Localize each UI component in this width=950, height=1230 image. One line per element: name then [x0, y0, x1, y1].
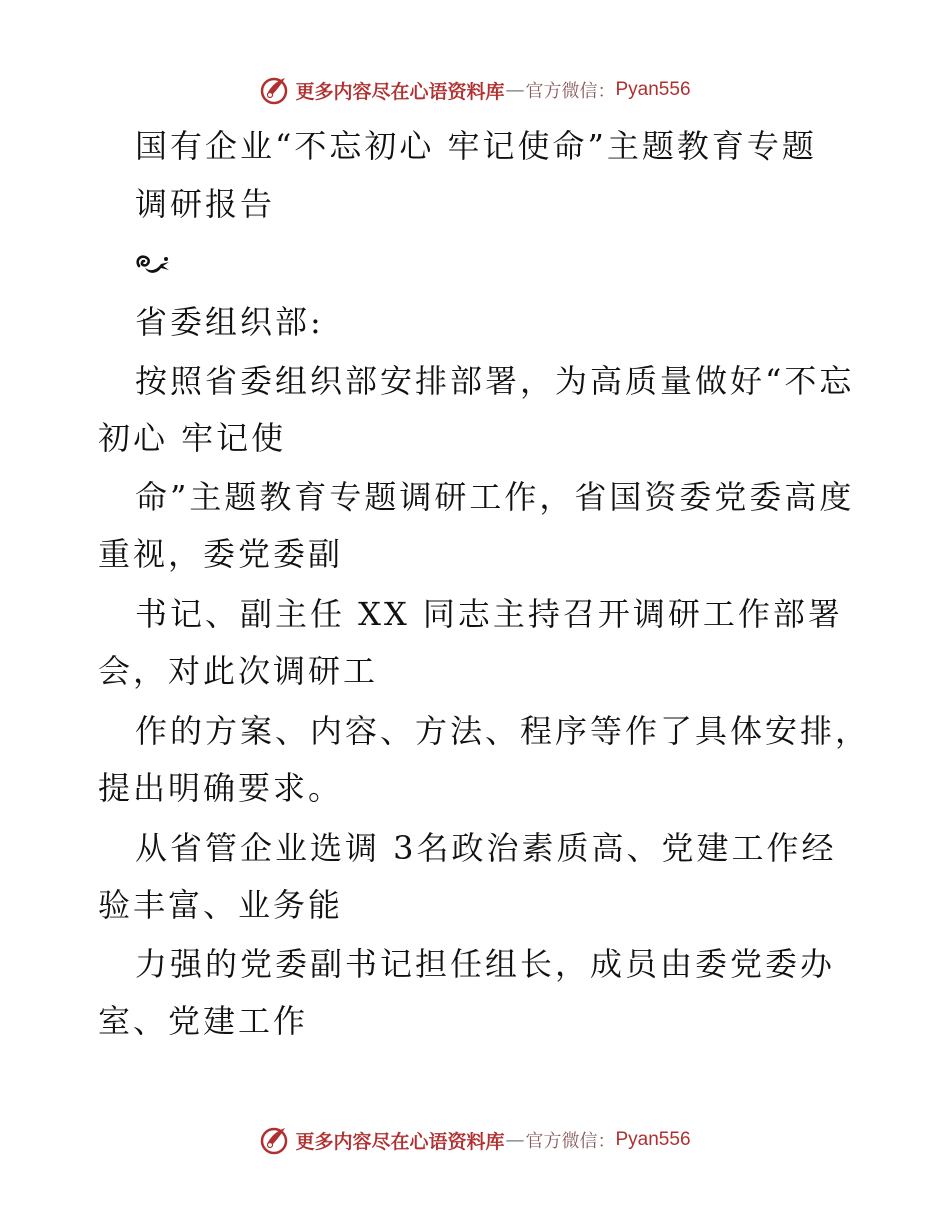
body-line: 初心 牢记使 — [98, 419, 287, 457]
brush-logo-icon — [259, 74, 291, 106]
salutation: 省委组织部: — [135, 303, 324, 341]
body-line: 验丰富、业务能 — [98, 886, 344, 924]
body-line: 命”主题教育专题调研工作，省国资委党委高度 — [135, 478, 855, 516]
body-line: 从省管企业选调 3名政治素质高、党建工作经 — [135, 829, 837, 867]
header-banner — [0, 70, 950, 110]
body-line: 书记、副主任 XX 同志主持召开调研工作部署 — [135, 595, 843, 633]
banner-wechat-id: Pyan556 — [615, 1129, 691, 1150]
brush-logo-icon — [259, 1124, 291, 1156]
banner-wechat-id: Pyan556 — [615, 79, 691, 100]
banner-dash: — — [505, 79, 525, 101]
document-title-line-1: 国有企业“不忘初心 牢记使命”主题教育专题 — [135, 127, 817, 165]
body-line: 室、党建工作 — [98, 1002, 309, 1040]
banner-wechat-label: 官方微信： — [525, 1131, 616, 1152]
body-line: 重视，委党委副 — [98, 535, 344, 573]
fleuron-icon — [133, 250, 173, 278]
footer-banner — [0, 1120, 950, 1160]
body-line: 作的方案、内容、方法、程序等作了具体安排， — [135, 712, 871, 750]
body-line: 力强的党委副书记担任组长，成员由委党委办 — [135, 945, 836, 983]
banner-wechat-label: 官方微信： — [525, 81, 616, 102]
body-line: 提出明确要求。 — [98, 769, 344, 807]
body-line: 按照省委组织部安排部署，为高质量做好“不忘 — [135, 362, 855, 400]
document-title-line-2: 调研报告 — [135, 185, 276, 223]
banner-brand-text: 更多内容尽在心语资料库 — [295, 80, 505, 103]
body-line: 会，对此次调研工 — [98, 652, 379, 690]
banner-dash: — — [505, 1129, 525, 1151]
banner-brand-text: 更多内容尽在心语资料库 — [295, 1130, 505, 1153]
